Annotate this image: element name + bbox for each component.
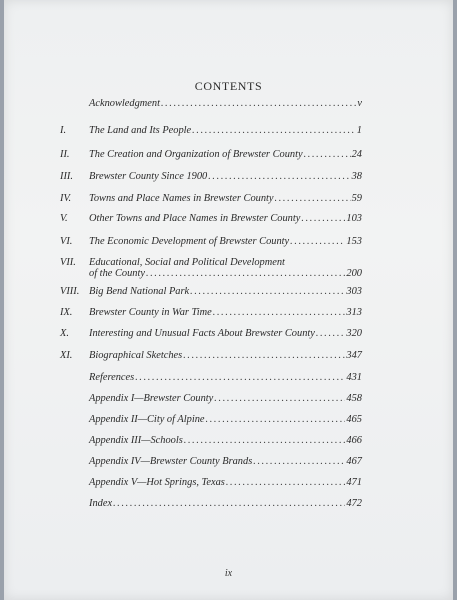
toc-entry-label: The Economic Development of Brewster County xyxy=(89,236,290,247)
chapter-numeral: X. xyxy=(60,328,69,339)
toc-page-number: 466 xyxy=(346,435,362,446)
toc-entry-chapter xyxy=(0,125,457,141)
toc-page-number: 467 xyxy=(346,456,362,467)
toc-entry-label: Appendix II—City of Alpine xyxy=(89,414,205,425)
toc-page-number: 200 xyxy=(346,268,362,279)
toc-page-number: 313 xyxy=(346,307,362,318)
dot-leader xyxy=(253,456,345,467)
dot-leader xyxy=(184,435,346,446)
chapter-numeral: IX. xyxy=(60,307,73,318)
toc-entry-label: Other Towns and Place Names in Brewster County xyxy=(89,213,301,224)
toc-page-number: v xyxy=(357,98,362,109)
toc-entry-label: of the County xyxy=(89,268,145,279)
toc-entry-label: Appendix III—Schools xyxy=(89,435,183,446)
toc-entry-label: The Creation and Organization of Brewster County xyxy=(89,149,303,160)
toc-entry-chapter xyxy=(0,350,457,366)
chapter-numeral: II. xyxy=(60,149,70,160)
dot-leader xyxy=(213,307,346,318)
toc-page-number: 458 xyxy=(346,393,362,404)
dot-leader xyxy=(206,414,346,425)
toc-page-number: 465 xyxy=(346,414,362,425)
toc-entry-label: Brewster County Since 1900 xyxy=(89,171,208,182)
page-title: CONTENTS xyxy=(194,79,263,93)
toc-entry-back-matter xyxy=(0,414,457,430)
chapter-numeral: VIII. xyxy=(60,286,80,297)
toc-entry-back-matter xyxy=(0,393,457,409)
toc-entry-label: Index xyxy=(89,498,113,509)
toc-entry-label: Acknowledgment xyxy=(89,98,160,109)
toc-entry-label: Big Bend National Park xyxy=(89,286,190,297)
dot-leader xyxy=(192,125,356,136)
toc-entry-label: References xyxy=(89,372,135,383)
toc-page-number: 431 xyxy=(346,372,362,383)
chapter-numeral: III. xyxy=(60,171,73,182)
toc-page-number: 320 xyxy=(346,328,362,339)
toc-entry-back-matter xyxy=(0,498,457,514)
toc-entry-back-matter xyxy=(0,372,457,388)
chapter-numeral: XI. xyxy=(60,350,73,361)
dot-leader xyxy=(214,393,345,404)
dot-leader xyxy=(290,236,345,247)
chapter-numeral: VII. xyxy=(60,257,76,268)
toc-page-number: 153 xyxy=(346,236,362,247)
dot-leader xyxy=(208,171,350,182)
toc-entry-chapter xyxy=(0,257,457,287)
page-number-footer: ix xyxy=(224,568,233,579)
dot-leader xyxy=(146,268,345,279)
toc-entry-back-matter xyxy=(0,477,457,493)
toc-entry-back-matter xyxy=(0,435,457,451)
toc-page-number: 303 xyxy=(346,286,362,297)
toc-entry-chapter xyxy=(0,328,457,344)
toc-entry-label-line1: Educational, Social and Political Development xyxy=(89,257,285,268)
toc-entry-chapter xyxy=(0,149,457,165)
dot-leader xyxy=(190,286,345,297)
toc-entry-chapter xyxy=(0,236,457,252)
toc-page-number: 103 xyxy=(346,213,362,224)
toc-page-number: 24 xyxy=(351,149,362,160)
toc-page-number: 1 xyxy=(356,125,362,136)
toc-entry-chapter xyxy=(0,171,457,187)
toc-entry-back-matter xyxy=(0,456,457,472)
toc-entry-label: Brewster County in War Time xyxy=(89,307,212,318)
toc-entry-label: Towns and Place Names in Brewster County xyxy=(89,193,274,204)
toc-entry-label: The Land and Its People xyxy=(89,125,192,136)
toc-entry-acknowledgment xyxy=(0,98,457,114)
dot-leader xyxy=(316,328,346,339)
dot-leader xyxy=(226,477,346,488)
dot-leader xyxy=(135,372,345,383)
dot-leader xyxy=(161,98,356,109)
toc-entry-chapter xyxy=(0,213,457,229)
dot-leader xyxy=(183,350,345,361)
toc-entry-chapter xyxy=(0,307,457,323)
dot-leader xyxy=(275,193,351,204)
dot-leader xyxy=(304,149,351,160)
toc-entry-chapter xyxy=(0,193,457,209)
dot-leader xyxy=(113,498,345,509)
toc-entry-label: Interesting and Unusual Facts About Brewster County xyxy=(89,328,315,339)
toc-page-number: 38 xyxy=(351,171,362,182)
dot-leader xyxy=(301,213,345,224)
toc-entry-label: Appendix I—Brewster County xyxy=(89,393,214,404)
toc-entry-label: Appendix IV—Brewster County Brands xyxy=(89,456,253,467)
toc-page-number: 472 xyxy=(346,498,362,509)
toc-entry-chapter xyxy=(0,286,457,302)
toc-entry-label: Appendix V—Hot Springs, Texas xyxy=(89,477,225,488)
toc-entry-label: Biographical Sketches xyxy=(89,350,183,361)
toc-page-number: 471 xyxy=(346,477,362,488)
chapter-numeral: VI. xyxy=(60,236,73,247)
toc-page-number: 59 xyxy=(351,193,362,204)
chapter-numeral: V. xyxy=(60,213,68,224)
chapter-numeral: I. xyxy=(60,125,67,136)
chapter-numeral: IV. xyxy=(60,193,72,204)
toc-page-number: 347 xyxy=(346,350,362,361)
